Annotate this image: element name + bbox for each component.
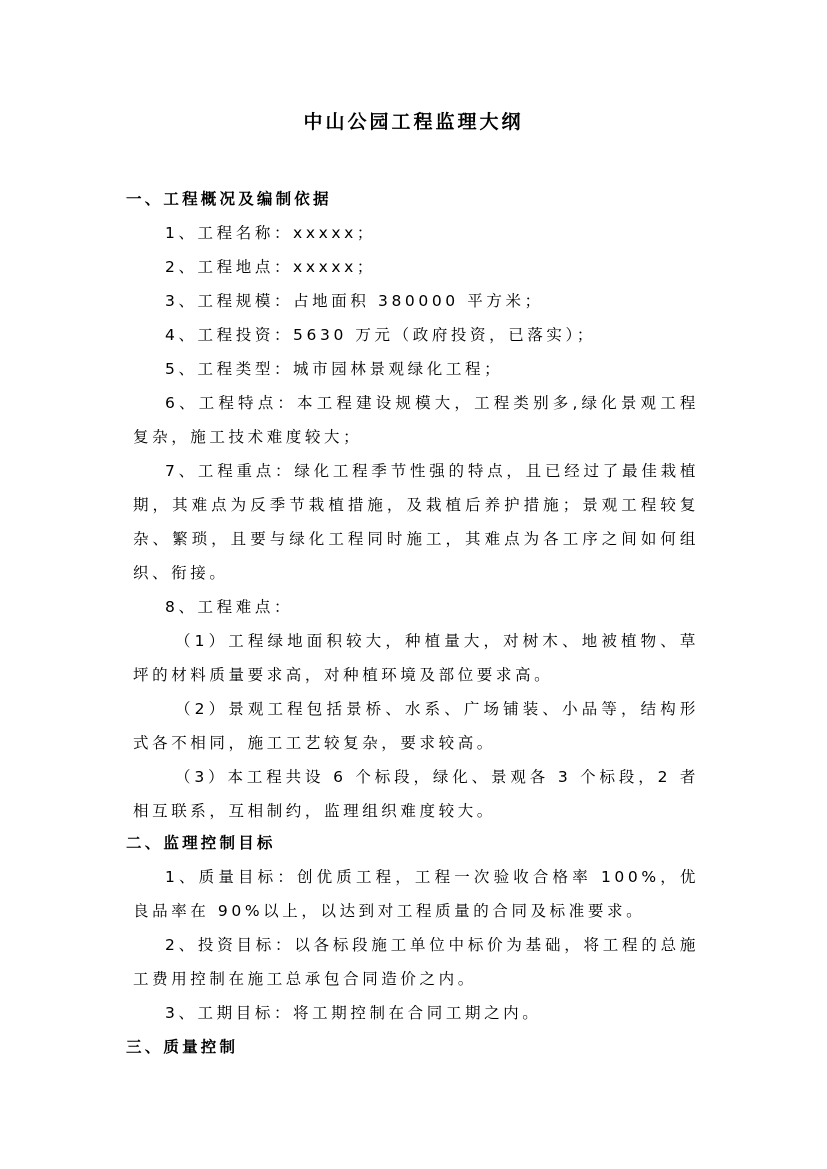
paragraph-difficulty-2: （2）景观工程包括景桥、水系、广场铺装、小品等，结构形式各不相同，施工工艺较复杂，要求较高。 — [133, 700, 699, 752]
paragraph-investment-target: 2、投资目标：以各标段施工单位中标价为基础，将工程的总施工费用控制在施工总承包合同造价之内。 — [133, 936, 699, 988]
paragraph-quality-target: 1、质量目标：创优质工程，工程一次验收合格率 100%，优良品率在 90%以上，以达到对工程质量的合同及标准要求。 — [133, 868, 699, 920]
paragraph-project-features: 6、工程特点：本工程建设规模大，工程类别多,绿化景观工程复杂，施工技术难度较大； — [133, 394, 699, 446]
paragraph-project-name: 1、工程名称：xxxxx； — [165, 224, 377, 242]
paragraph-project-type: 5、工程类型：城市园林景观绿化工程； — [165, 360, 504, 378]
paragraph-difficulty-3: （3）本工程共设 6 个标段，绿化、景观各 3 个标段，2 者相互联系，互相制约，监理组织难度较大。 — [133, 768, 699, 820]
document-title: 中山公园工程监理大纲 — [303, 111, 524, 133]
section-heading-control-targets: 二、监理控制目标 — [126, 834, 276, 852]
paragraph-project-location: 2、工程地点：xxxxx； — [165, 258, 377, 276]
paragraph-difficulty-1: （1）工程绿地面积较大，种植量大，对树木、地被植物、草坪的材料质量要求高，对种植环境及部位要求高。 — [133, 632, 699, 684]
paragraph-project-scale: 3、工程规模：占地面积 380000 平方米； — [165, 292, 544, 310]
paragraph-project-difficulties: 8、工程难点： — [165, 598, 294, 616]
paragraph-project-investment: 4、工程投资：5630 万元（政府投资，已落实）； — [165, 326, 596, 344]
section-heading-quality-control: 三、质量控制 — [126, 1038, 239, 1056]
section-heading-overview: 一、工程概况及编制依据 — [126, 190, 332, 208]
paragraph-schedule-target: 3、工期目标：将工期控制在合同工期之内。 — [165, 1004, 542, 1022]
paragraph-project-key-points: 7、工程重点：绿化工程季节性强的特点，且已经过了最佳栽植期，其难点为反季节栽植措施，及栽植后养护措施；景观工程较复杂、繁琐，且要与绿化工程同时施工，其难点为各工序之间如何组织、衔接。 — [133, 462, 699, 582]
